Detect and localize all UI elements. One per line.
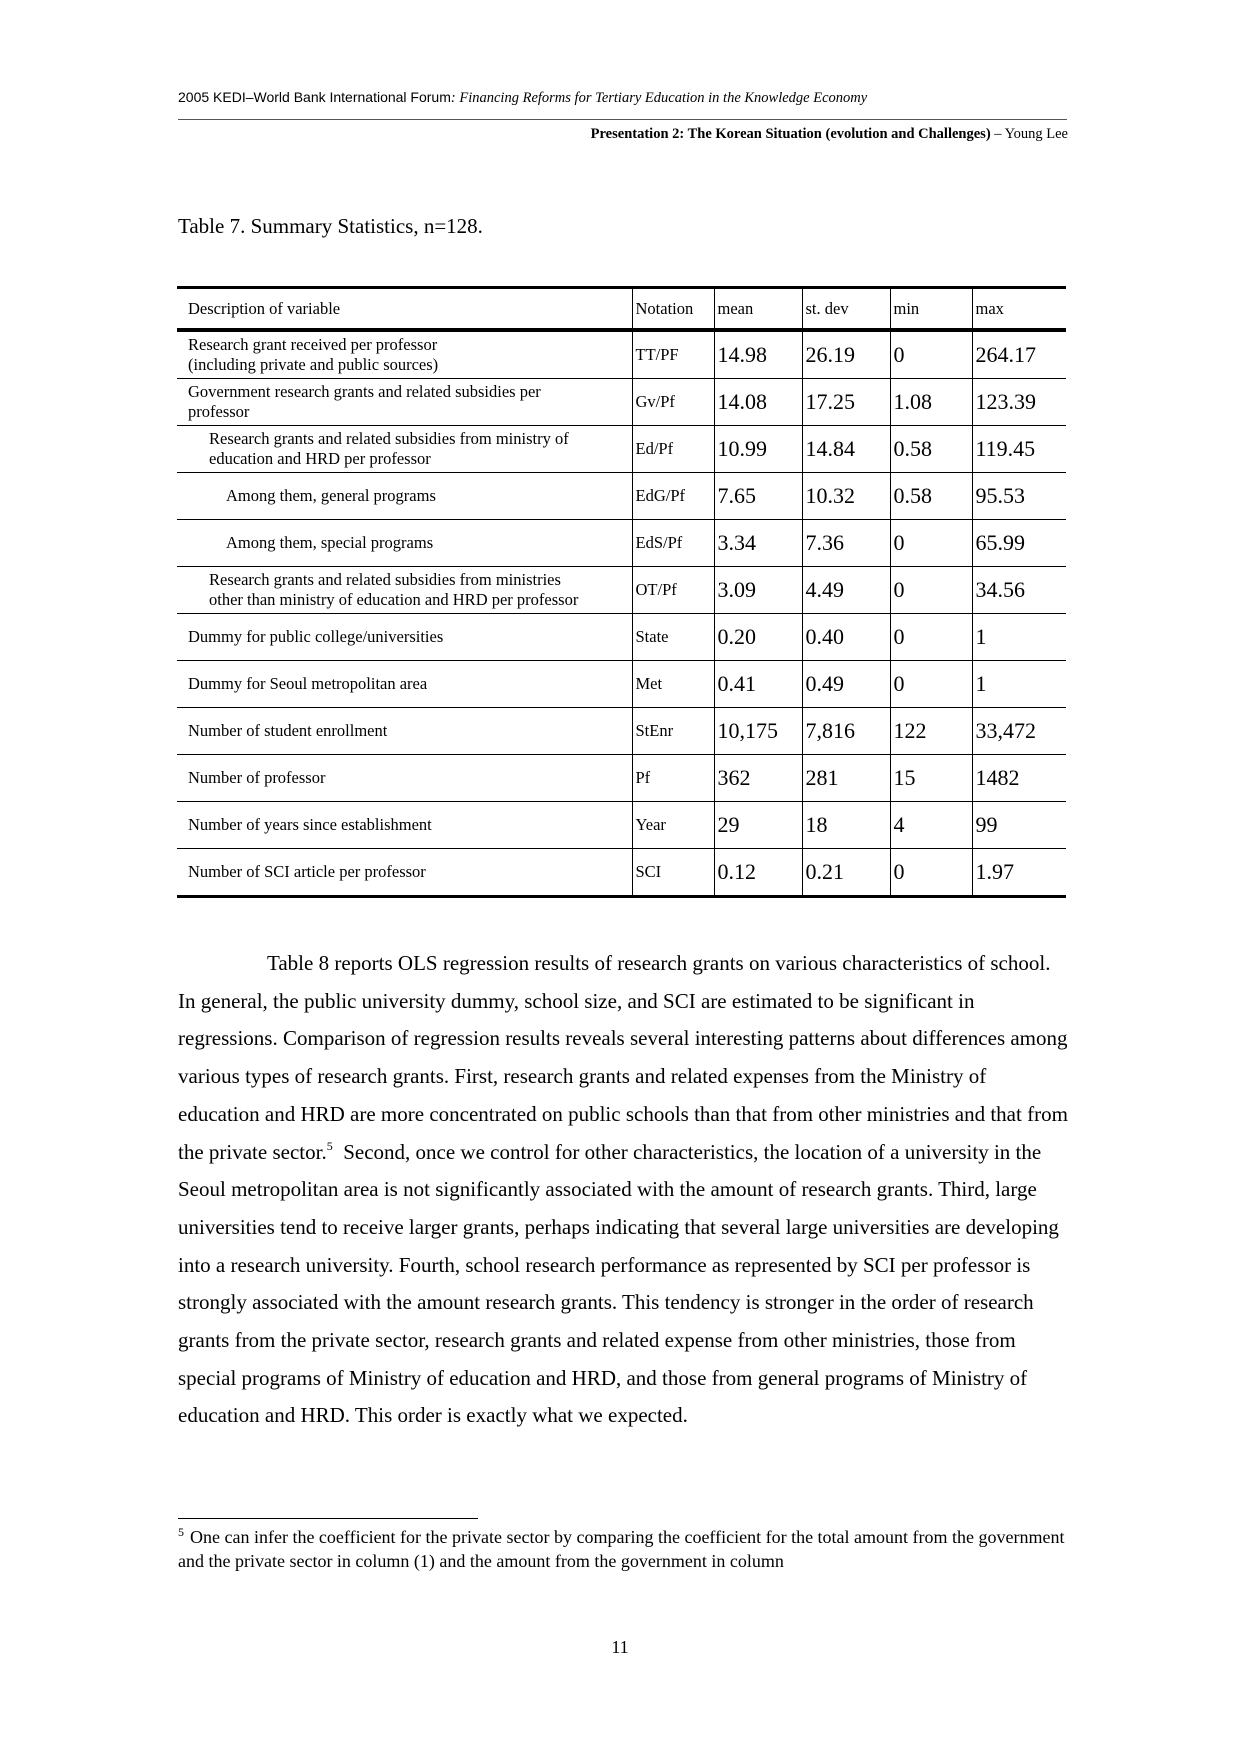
variable-description: Research grant received per professor (including private and public sources) [177,330,632,379]
variable-notation: Pf [632,755,714,802]
footnote-divider [178,1518,478,1519]
table-row [177,379,1066,426]
variable-notation: StEnr [632,708,714,755]
column-header-stdev: st. dev [802,288,890,331]
max-value: 34.56 [972,567,1066,614]
max-value: 1482 [972,755,1066,802]
max-value: 123.39 [972,379,1066,426]
summary-statistics-table [177,286,1066,898]
table-row [177,473,1066,520]
variable-notation: Gv/Pf [632,379,714,426]
max-value: 119.45 [972,426,1066,473]
stdev-value: 18 [802,802,890,849]
max-value: 264.17 [972,330,1066,379]
footnote [178,1525,1078,1573]
body-paragraph [178,945,1070,1435]
stdev-value: 10.32 [802,473,890,520]
max-value: 95.53 [972,473,1066,520]
stdev-value: 0.40 [802,614,890,661]
forum-name: 2005 KEDI–World Bank International Forum [178,89,451,105]
table-row [177,802,1066,849]
table-row [177,755,1066,802]
presentation-header [591,126,1068,143]
variable-description: Dummy for public college/universities [177,614,632,661]
column-header-max: max [972,288,1066,331]
variable-description: Number of SCI article per professor [177,849,632,897]
min-value: 1.08 [890,379,972,426]
min-value: 0 [890,330,972,379]
max-value: 99 [972,802,1066,849]
presentation-author: – Young Lee [990,126,1068,142]
table-row [177,849,1066,897]
min-value: 0 [890,614,972,661]
mean-value: 10.99 [714,426,802,473]
mean-value: 362 [714,755,802,802]
variable-description: Research grants and related subsidies from ministry of education and HRD per professor [177,426,632,473]
stdev-value: 0.21 [802,849,890,897]
max-value: 65.99 [972,520,1066,567]
variable-description: Among them, general programs [177,473,632,520]
mean-value: 0.12 [714,849,802,897]
min-value: 122 [890,708,972,755]
variable-description: Number of student enrollment [177,708,632,755]
min-value: 0 [890,520,972,567]
table-row [177,614,1066,661]
mean-value: 10,175 [714,708,802,755]
variable-notation: Year [632,802,714,849]
footnote-reference[interactable]: 5 [326,1138,333,1153]
variable-notation: EdG/Pf [632,473,714,520]
variable-notation: Ed/Pf [632,426,714,473]
variable-description: Number of professor [177,755,632,802]
page-number: 11 [611,1637,629,1657]
table-row [177,567,1066,614]
footnote-text: One can infer the coefficient for the private sector by comparing the coefficient for the total amount from the government and the private sector in column (1) and the amount from the government in column [178,1527,1065,1571]
column-header-min: min [890,288,972,331]
header-divider [178,119,1067,120]
mean-value: 14.98 [714,330,802,379]
max-value: 33,472 [972,708,1066,755]
min-value: 0.58 [890,473,972,520]
min-value: 0.58 [890,426,972,473]
stdev-value: 26.19 [802,330,890,379]
table-row [177,426,1066,473]
table-row [177,520,1066,567]
variable-notation: OT/Pf [632,567,714,614]
table-header-row [177,288,1066,331]
min-value: 15 [890,755,972,802]
min-value: 4 [890,802,972,849]
forum-subtitle: Financing Reforms for Tertiary Education in the Knowledge Economy [455,90,868,106]
running-header [178,89,867,107]
mean-value: 0.20 [714,614,802,661]
mean-value: 7.65 [714,473,802,520]
mean-value: 29 [714,802,802,849]
max-value: 1 [972,661,1066,708]
variable-notation: Met [632,661,714,708]
max-value: 1.97 [972,849,1066,897]
variable-description: Government research grants and related subsidies per professor [177,379,632,426]
header-colon: : [450,90,456,106]
stdev-value: 17.25 [802,379,890,426]
variable-description: Among them, special programs [177,520,632,567]
mean-value: 14.08 [714,379,802,426]
footnote-number: 5 [178,1525,184,1539]
stdev-value: 7,816 [802,708,890,755]
min-value: 0 [890,661,972,708]
variable-notation: SCI [632,849,714,897]
stdev-value: 14.84 [802,426,890,473]
stdev-value: 7.36 [802,520,890,567]
min-value: 0 [890,849,972,897]
paragraph-text-part1: Table 8 reports OLS regression results of research grants on various characteristics of school. In general, the public university dummy, school size, and SCI are estimated to be significant in regressions. Comparison of regression results reveals several interesting patterns about differences among various types of research grants. First, research grants and related expenses from the Ministry of education and HRD are more concentrated on public schools than that from other ministries and that from the private sector. [178,951,1068,1164]
table-row [177,330,1066,379]
mean-value: 3.34 [714,520,802,567]
presentation-title: Presentation 2: The Korean Situation (evolution and Challenges) [590,126,991,142]
table-row [177,708,1066,755]
column-header-mean: mean [714,288,802,331]
variable-description: Research grants and related subsidies from ministries other than ministry of education and HRD per professor [177,567,632,614]
variable-notation: EdS/Pf [632,520,714,567]
mean-value: 0.41 [714,661,802,708]
column-header-description: Description of variable [177,288,632,331]
table-row [177,661,1066,708]
column-header-notation: Notation [632,288,714,331]
variable-notation: State [632,614,714,661]
variable-description: Number of years since establishment [177,802,632,849]
stdev-value: 281 [802,755,890,802]
max-value: 1 [972,614,1066,661]
table-caption: Table 7. Summary Statistics, n=128. [178,214,483,238]
paragraph-text-part2: Second, once we control for other characteristics, the location of a university in the Seoul metropolitan area is not significantly associated with the amount of research grants. Third, large universities tend to receive larger grants, perhaps indicating that several large universities are developing into a research university. Fourth, school research performance as represented by SCI per professor is strongly associated with the amount research grants. This tendency is stronger in the order of research grants from the private sector, research grants and related expense from other ministries, those from special programs of Ministry of education and HRD, and those from general programs of Ministry of education and HRD. This order is exactly what we expected. [178,1139,1065,1428]
mean-value: 3.09 [714,567,802,614]
stdev-value: 0.49 [802,661,890,708]
stdev-value: 4.49 [802,567,890,614]
variable-notation: TT/PF [632,330,714,379]
variable-description: Dummy for Seoul metropolitan area [177,661,632,708]
min-value: 0 [890,567,972,614]
